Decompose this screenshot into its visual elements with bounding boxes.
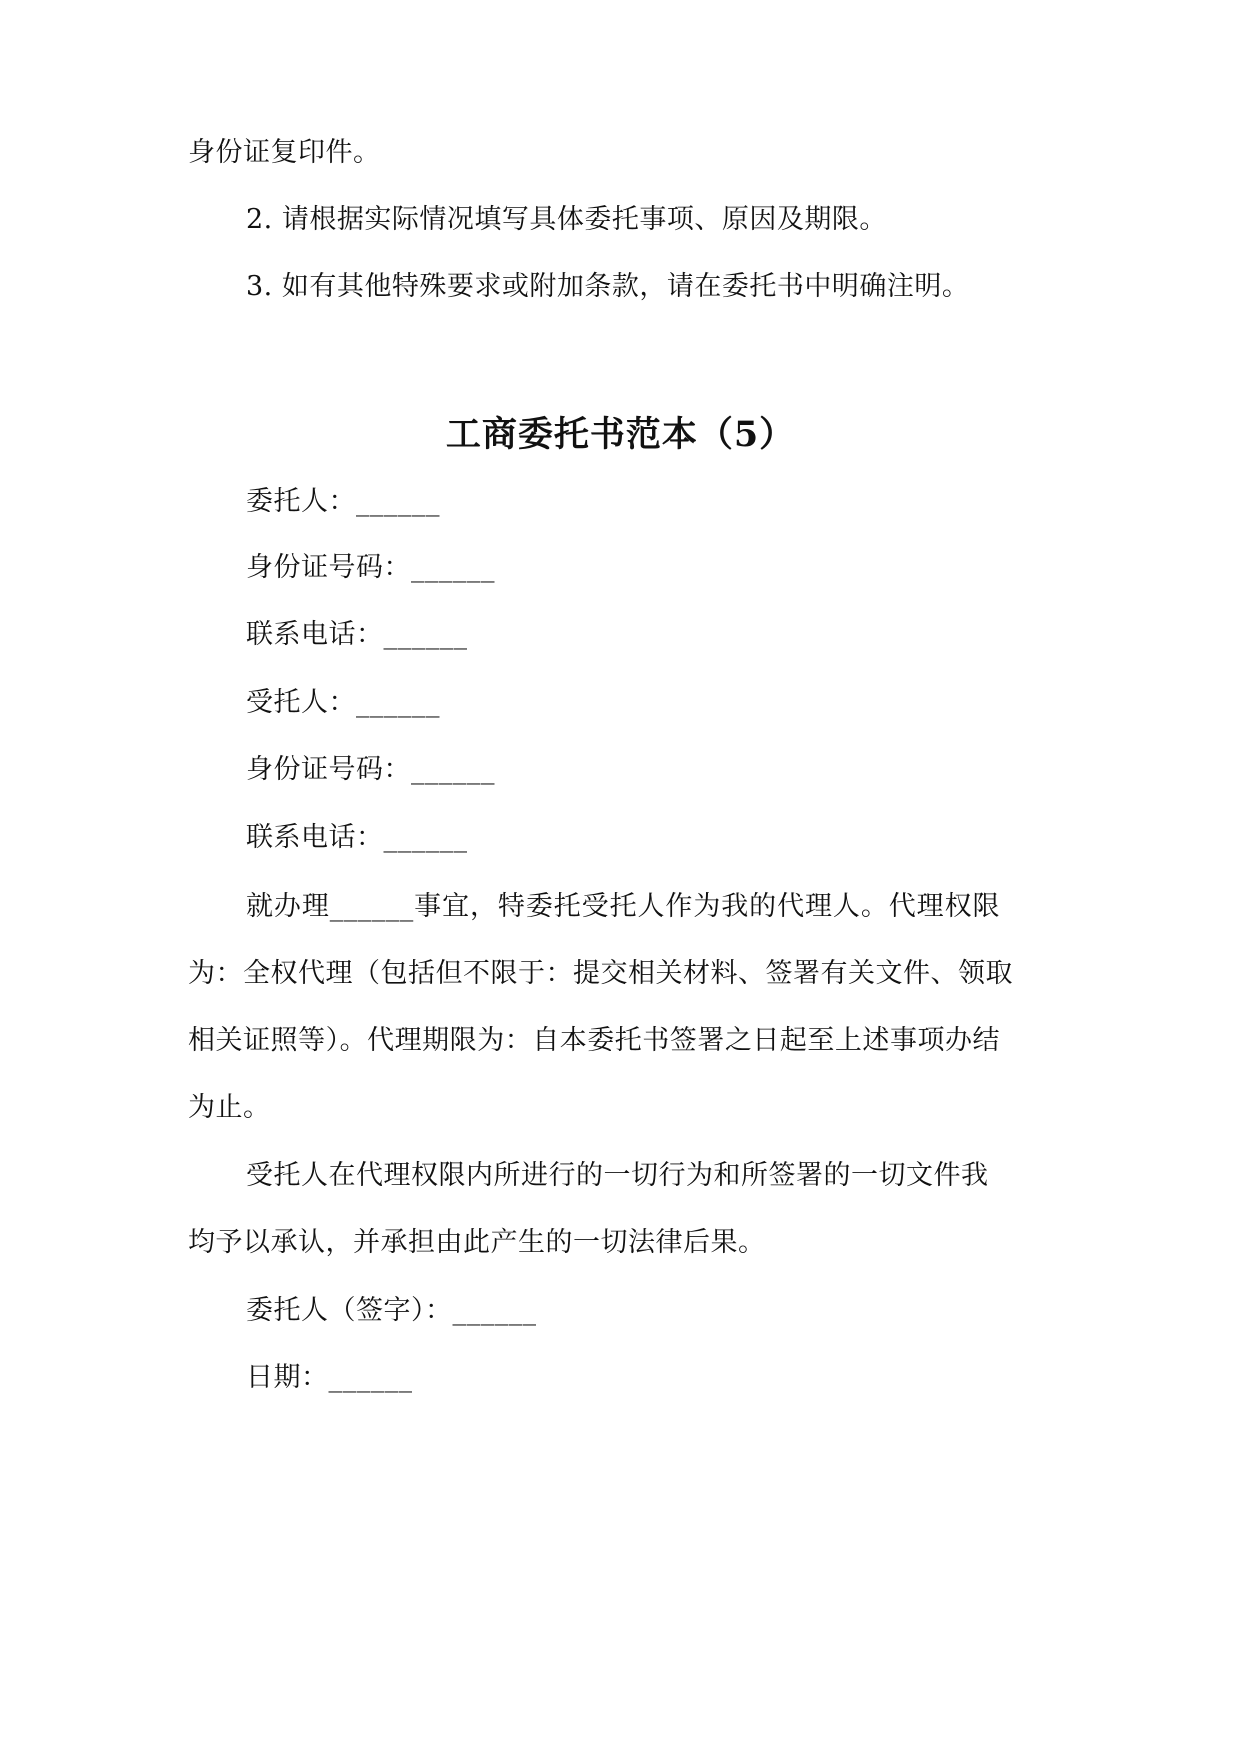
principal-field: 委托人：______ — [246, 486, 440, 517]
principal-id-field: 身份证号码：______ — [246, 552, 495, 583]
agent-field: 受托人：______ — [246, 687, 440, 718]
agent-phone-field: 联系电话：______ — [246, 822, 468, 853]
principal-phone-field: 联系电话：______ — [246, 619, 468, 650]
agent-id-field: 身份证号码：______ — [246, 754, 495, 785]
note-item: 3. 如有其他特殊要求或附加条款，请在委托书中明确注明。 — [246, 271, 970, 302]
document-title: 工商委托书范本（5） — [445, 414, 796, 455]
signer-signature-field: 委托人（签字）：______ — [246, 1295, 537, 1326]
note-item: 2. 请根据实际情况填写具体委托事项、原因及期限。 — [246, 204, 887, 235]
continued-text: 身份证复印件。 — [188, 137, 381, 168]
authorization-paragraph-line: 为止。 — [188, 1092, 271, 1123]
signature-date-field: 日期：______ — [246, 1362, 413, 1393]
acknowledgement-paragraph-line: 受托人在代理权限内所进行的一切行为和所签署的一切文件我 — [246, 1160, 989, 1191]
acknowledgement-paragraph-line: 均予以承认，并承担由此产生的一切法律后果。 — [188, 1227, 766, 1258]
authorization-paragraph-line: 就办理______事宜，特委托受托人作为我的代理人。代理权限 — [246, 891, 1000, 922]
authorization-paragraph-line: 相关证照等）。代理期限为：自本委托书签署之日起至上述事项办结 — [188, 1025, 1000, 1056]
authorization-paragraph-line: 为：全权代理（包括但不限于：提交相关材料、签署有关文件、领取 — [188, 958, 1013, 989]
